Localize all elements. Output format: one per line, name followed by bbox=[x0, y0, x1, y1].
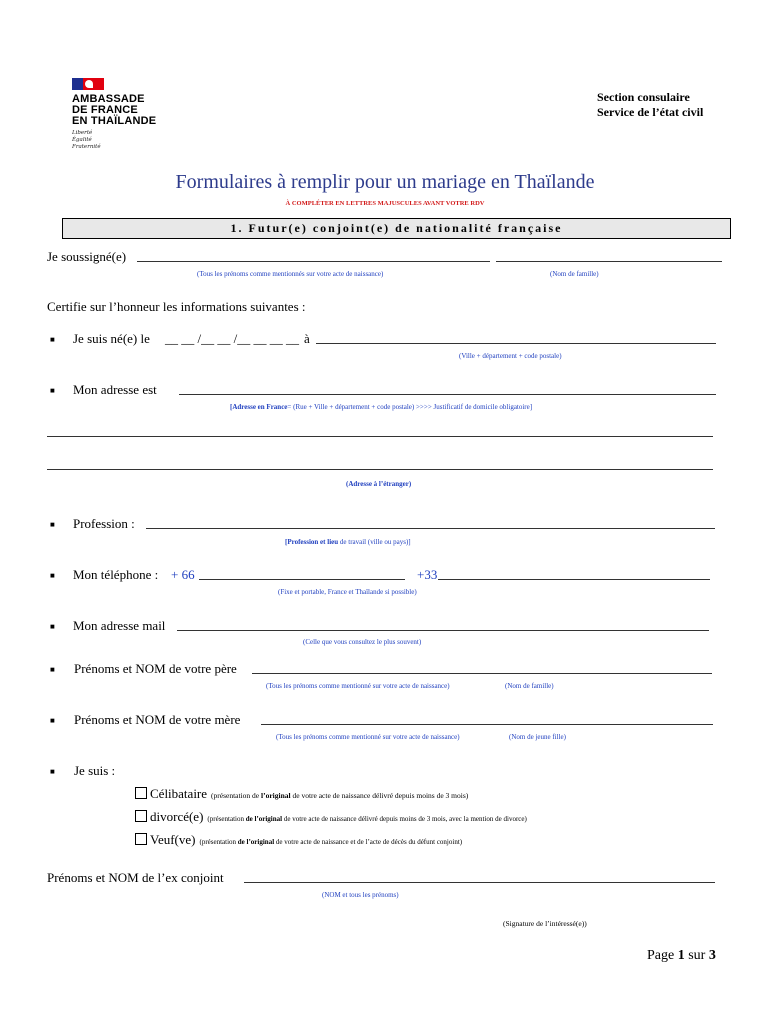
bullet-icon: ■ bbox=[50, 767, 55, 776]
veuf-hint: (présentation de l’original de votre acte de naissance et de l’acte de décès du défunt conjoint) bbox=[199, 838, 463, 846]
mere-label: Prénoms et NOM de votre mère bbox=[74, 712, 241, 727]
telephone-fr-field[interactable] bbox=[438, 579, 710, 580]
ex-field[interactable] bbox=[244, 882, 715, 883]
bullet-icon: ■ bbox=[50, 622, 55, 631]
adresse-france-field[interactable] bbox=[179, 394, 716, 395]
profession-hint: [Profession et lieu de travail (ville ou pays)] bbox=[285, 538, 411, 546]
logo-line-1: AMBASSADE bbox=[72, 93, 145, 105]
prenoms-field[interactable] bbox=[137, 261, 490, 262]
telephone-label: Mon téléphone : bbox=[73, 567, 159, 582]
celibataire-hint: (présentation de l’original de votre acte de naissance délivré depuis moins de 3 mois) bbox=[211, 791, 469, 800]
header-section-consulaire: Section consulaire bbox=[597, 90, 690, 104]
mere-hint-nom: (Nom de jeune fille) bbox=[509, 733, 566, 741]
bullet-icon: ■ bbox=[50, 665, 55, 674]
page-number: Page 1 sur 3 bbox=[647, 948, 716, 963]
adresse-etranger-field-2[interactable] bbox=[47, 469, 713, 470]
bullet-icon: ■ bbox=[50, 520, 55, 529]
motto-3: Fraternité bbox=[72, 144, 101, 150]
pere-hint-prenoms: (Tous les prénoms comme mentionné sur votre acte de naissance) bbox=[266, 682, 450, 690]
mail-hint: (Celle que vous consultez le plus souvent) bbox=[303, 638, 422, 646]
soussigne-hint-nom: (Nom de famille) bbox=[550, 270, 599, 278]
naissance-a: à bbox=[304, 331, 310, 346]
telephone-hint: (Fixe et portable, France et Thaïlande si possible) bbox=[278, 588, 417, 596]
bullet-icon: ■ bbox=[50, 335, 55, 344]
telephone-th-field[interactable] bbox=[199, 579, 405, 580]
ex-hint: (NOM et tous les prénoms) bbox=[322, 891, 399, 899]
page-title: Formulaires à remplir pour un mariage en Thaïlande bbox=[175, 171, 595, 193]
pere-label: Prénoms et NOM de votre père bbox=[74, 661, 237, 676]
statut-label: Je suis : bbox=[74, 763, 116, 778]
section-header bbox=[62, 218, 731, 239]
date-naissance-field[interactable]: __ __ /__ __ /__ __ __ __ bbox=[165, 331, 299, 346]
celibataire-checkbox[interactable] bbox=[135, 787, 147, 799]
mail-field[interactable] bbox=[177, 630, 709, 631]
divorce-checkbox[interactable] bbox=[135, 810, 147, 822]
pere-hint-nom: (Nom de famille) bbox=[505, 682, 554, 690]
bullet-icon: ■ bbox=[50, 386, 55, 395]
adresse-etranger-hint: (Adresse à l’étranger) bbox=[346, 480, 412, 488]
soussigne-hint-prenoms: (Tous les prénoms comme mentionnés sur votre acte de naissance) bbox=[197, 270, 384, 278]
bullet-icon: ■ bbox=[50, 571, 55, 580]
mere-field[interactable] bbox=[261, 724, 713, 725]
mere-hint-prenoms: (Tous les prénoms comme mentionné sur votre acte de naissance) bbox=[276, 733, 460, 741]
telephone-prefix-th: + 66 bbox=[171, 567, 195, 582]
naissance-hint: (Ville + département + code postale) bbox=[459, 352, 562, 360]
adresse-label: Mon adresse est bbox=[73, 382, 157, 397]
profession-label: Profession : bbox=[73, 516, 135, 531]
veuf-option[interactable]: Veuf(ve) (présentation de l’original de votre acte de naissance et de l’acte de décès du défunt conjoint) bbox=[135, 831, 462, 849]
mail-label: Mon adresse mail bbox=[73, 618, 166, 633]
telephone-prefix-fr: +33 bbox=[417, 567, 438, 582]
certifie-text: Certifie sur l’honneur les informations suivantes : bbox=[47, 299, 306, 314]
flag-logo-icon bbox=[72, 78, 104, 90]
ex-label: Prénoms et NOM de l’ex conjoint bbox=[47, 870, 224, 885]
divorce-hint: (présentation de l’original de votre acte de naissance délivré depuis moins de 3 mois, avec la mention de divorce) bbox=[207, 815, 527, 823]
header-service-etat-civil: Service de l’état civil bbox=[597, 105, 704, 119]
soussigne-label: Je soussigné(e) bbox=[47, 249, 127, 264]
pere-field[interactable] bbox=[252, 673, 712, 674]
veuf-checkbox[interactable] bbox=[135, 833, 147, 845]
nom-field[interactable] bbox=[496, 261, 722, 262]
motto-2: Égalité bbox=[72, 137, 92, 143]
logo-line-2: DE FRANCE bbox=[72, 104, 138, 116]
profession-field[interactable] bbox=[146, 528, 715, 529]
logo-line-3: EN THAÏLANDE bbox=[72, 115, 157, 127]
signature-label: (Signature de l’intéressé(e)) bbox=[503, 919, 587, 928]
divorce-option[interactable]: divorcé(e) (présentation de l’original de votre acte de naissance délivré depuis moins de 3 mois, avec la mention de divorce) bbox=[135, 808, 527, 826]
motto-1: Liberté bbox=[72, 130, 93, 136]
page-subtitle: À COMPLÉTER EN LETTRES MAJUSCULES AVANT VOTRE RDV bbox=[285, 200, 485, 207]
adresse-hint: [Adresse en France= (Rue + Ville + département + code postale) >>>> Justificatif de domicile obligatoire] bbox=[230, 403, 533, 411]
section-title: 1. Futur(e) conjoint(e) de nationalité française bbox=[230, 221, 563, 235]
bullet-icon: ■ bbox=[50, 716, 55, 725]
celibataire-option[interactable]: Célibataire (présentation de l’original de votre acte de naissance délivré depuis moins de 3 mois) bbox=[135, 785, 468, 803]
adresse-etranger-field-1[interactable] bbox=[47, 436, 713, 437]
lieu-naissance-field[interactable] bbox=[316, 343, 716, 344]
naissance-label: Je suis né(e) le bbox=[73, 331, 150, 346]
